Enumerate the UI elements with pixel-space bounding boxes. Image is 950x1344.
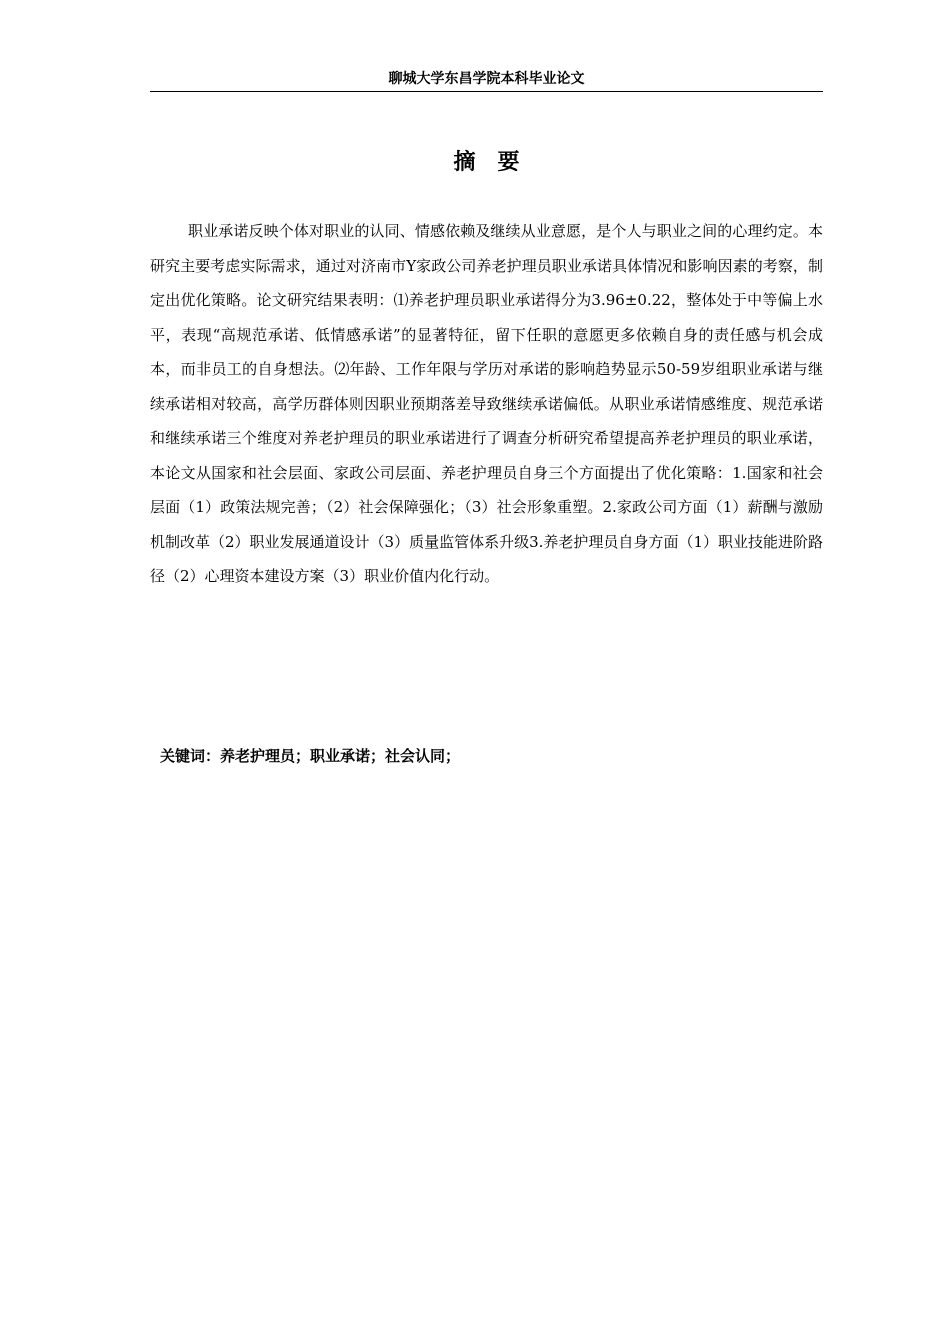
keywords-line: 关键词：养老护理员；职业承诺；社会认同；	[160, 747, 461, 765]
abstract-title: 摘要	[453, 150, 542, 175]
abstract-paragraph: 职业承诺反映个体对职业的认同、情感依赖及继续从业意愿，是个人与职业之间的心理约定。本研究主要考虑实际需求，通过对济南市Y家政公司养老护理员职业承诺具体情况和影响因素的考察，制定出优化策略。论文研究结果表明：⑴养老护理员职业承诺得分为3.96±0.22，整体处于中等偏上水平，表现“高规范承诺、低情感承诺”的显著特征，留下任职的意愿更多依赖自身的责任感与机会成本，而非员工的自身想法。⑵年龄、工作年限与学历对承诺的影响趋势显示50-59岁组职业承诺与继续承诺相对较高，高学历群体则因职业预期落差导致继续承诺偏低。从职业承诺情感维度、规范承诺和继续承诺三个维度对养老护理员的职业承诺进行了调查分析研究希望提高养老护理员的职业承诺，本论文从国家和社会层面、家政公司层面、养老护理员自身三个方面提出了优化策略：1.国家和社会层面（1）政策法规完善；（2）社会保障强化；（3）社会形象重塑。2.家政公司方面（1）薪酬与激励机制改革（2）职业发展通道设计（3）质量监管体系升级3.养老护理员自身方面（1）职业技能进阶路径（2）心理资本建设方案（3）职业价值内化行动。	[150, 222, 823, 585]
page-header: 聊城大学东昌学院本科毕业论文	[388, 71, 585, 87]
abstract-body	[150, 214, 823, 594]
header-divider	[150, 91, 823, 92]
